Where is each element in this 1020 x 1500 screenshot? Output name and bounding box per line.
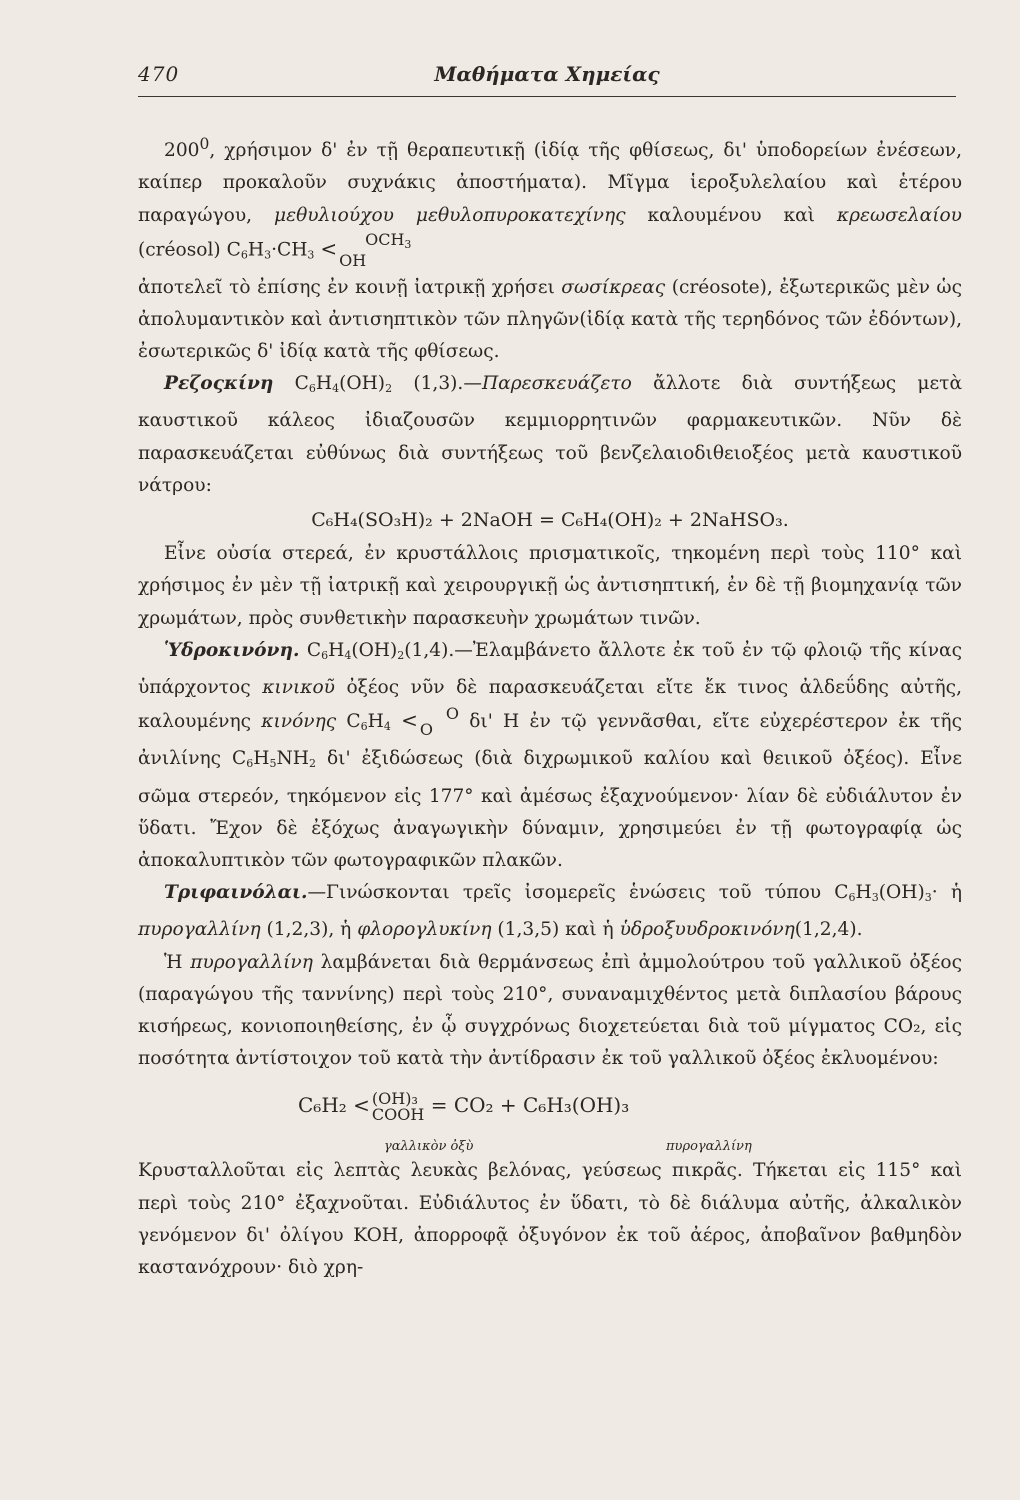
text-run: —Γινώσκονται τρεῖς ἰσομερεῖς ἑνώσεις τοῦ τύπου C	[307, 882, 849, 904]
italic-term: πυρογαλλίνη	[138, 919, 261, 941]
formula-stack	[371, 1088, 425, 1124]
equation-resorcin: C₆H₄(SO₃H)₂ + 2NaOH = C₆H₄(OH)₂ + 2NaHSO₃.	[311, 508, 789, 531]
paragraph-triphenols: Τριφαινόλαι.—Γινώσκονται τρεῖς ἰσομερεῖς ἑνώσεις τοῦ τύπου $C_6H_3(OH)_3\cdot$ ἡ πυρογαλλίνη (1,2,3), ἡ φλορογλυκίνη (1,3,5) καὶ ἡ ὑδροξυυδροκινόνη(1,2,4).	[138, 882, 962, 941]
formula-stack: O O	[419, 704, 459, 740]
equation-rhs: = CO₂ + C₆H₃(OH)₃	[430, 1093, 630, 1118]
text-run: Ἡ	[164, 951, 191, 973]
formula-run: C	[273, 373, 309, 395]
formula-run: C	[336, 711, 361, 733]
section-title: Ρεζοςκίνη	[164, 373, 274, 395]
header-rule	[138, 96, 956, 97]
paragraph-resorcin-props: Εἶνε οὐσία στερεά, ἐν κρυστάλλοις πρισματικοῖς, τηκομένη περὶ τοὺς 110° καὶ χρήσιμος ἐν μὲν τῇ ἰατρικῇ καὶ χειρουργικῇ ὡς ἀντισηπτική, ἐν δὲ τῇ βιομηχανίᾳ τῶν χρωμάτων, πρὸς συνθετικὴν παρασκευὴν χρωμάτων τινῶν.	[138, 543, 962, 629]
italic-term: κινόνης	[261, 711, 337, 733]
equation-line: C₆H₂ < (OH)₃ COOH = CO₂ + C₆H₃(OH)₃	[298, 1088, 630, 1124]
text-run: , χρήσιμον δ' ἐν τῇ θεραπευτικῇ (ἰδίᾳ τῆς φθίσεως, δι' ὑποδορείων ἐνέσεων, καίπερ προκαλοῦν συχνάκις ἀποστήματα). Μῖγμα ἱεροξυλελαίου καὶ ἑτέρου παραγώγου,	[138, 140, 962, 226]
text-run: ὀξέος νῦν δὲ παρασκευάζεται εἴτε ἔκ τινος ἀλδεΰδης αὐτῆς, καλουμένης	[138, 676, 962, 733]
stack-bottom: COOH	[371, 1104, 425, 1124]
italic-term: κινικοῦ	[262, 676, 335, 698]
text-run: καλουμένου καὶ	[625, 204, 837, 226]
caption-gallic-acid: γαλλικὸν ὀξὺ	[384, 1139, 474, 1155]
paragraph-hydroquinone: Ὑδροκινόνη. $C_6H_4(OH)_2(1,4).—Ἐ\lambda\alpha\mu\beta ά\nu\varepsilon\tau o$ ἄλλοτε ἐκ τοῦ ἐν τῷ φλοιῷ τῆς κίνας ὑπάρχοντος κινικοῦ ὀξέος νῦν δὲ παρασκευάζεται εἴτε ἔκ τινος ἀλδεΰδης αὐτῆς, καλουμένης κινόνης $C_6H_4 < O$ O δι' H ἐν τῷ γεννᾶσθαι, εἴτε εὐχερέστερον ἐκ τῆς ἀνιλίνης $C_6H_5NH_2$ δι' ἐξιδώσεως (διὰ διχρωμικοῦ καλίου καὶ θειικοῦ ὀξέος). Εἶνε σῶμα στερεόν, τηκόμενον εἰς 177° καὶ ἀμέσως ἐξαχνούμενον· λίαν δὲ εὐδιάλυτον ἐν ὕδατι. Ἔχον δὲ ἐξόχως ἀναγωγικὴν δύναμιν, χρησιμεύει ἐν τῇ φωτογραφίᾳ ὡς ἀποκαλυπτικὸν τῶν φωτογραφικῶν πλακῶν.	[138, 639, 962, 871]
italic-term: κρεωσελαίου	[836, 204, 962, 226]
page-header	[138, 56, 956, 92]
italic-term: σωσίκρεας	[561, 276, 666, 298]
equation-lhs: C₆H₂	[298, 1093, 347, 1118]
equation-pyrogallol	[138, 1081, 962, 1155]
paragraph-creosote	[138, 272, 962, 369]
page-number: 470	[138, 62, 180, 86]
italic-term: Παρεσκευάζετο	[481, 373, 632, 395]
formula-stack: $OCH_3$ OH	[339, 229, 412, 270]
text-run: δι' ἐξιδώσεως (διὰ διχρωμικοῦ καλίου καὶ θειικοῦ ὀξέος). Εἶνε σῶμα στερεόν, τηκόμενον εἰς 177° καὶ ἀμέσως ἐξαχνούμενον· λίαν δὲ εὐδιάλυτον ἐν ὕδατι. Ἔχον δὲ ἐξόχως ἀναγωγικὴν δύναμιν, χρησιμεύει ἐν τῇ φωτογραφίᾳ ὡς ἀποκαλυπτικὸν τῶν φωτογραφικῶν πλακῶν.	[138, 748, 962, 871]
section-title: Τριφαινόλαι.	[164, 882, 308, 904]
text-run: (créosote), ἐξωτερικῶς μὲν ὡς ἀπολυμαντικὸν καὶ ἀντισηπτικὸν τῶν πληγῶν(ἰδίᾳ κατὰ τῆς τερηδόνος τῶν ἐδόντων), ἐσωτερικῶς δ' ἰδίᾳ κατὰ τῆς φθίσεως.	[138, 276, 962, 362]
page-body	[138, 128, 962, 1284]
paragraph-creosol: $200^0$, χρήσιμον δ' ἐν τῇ θεραπευτικῇ (ἰδίᾳ τῆς φθίσεως, δι' ὑποδορείων ἐνέσεων, καίπερ προκαλοῦν συχνάκις ἀποστήματα). Μῖγμα ἱεροξυλελαίου καὶ ἑτέρου παραγώγου, μεθυλιούχου μεθυλοπυροκατεχίνης καλουμένου καὶ κρεωσελαίου (créosol) $C_6H_3\cdot CH_3 < OCH_3$ OH	[138, 135, 962, 270]
section-title: Ὑδροκινόνη.	[164, 639, 300, 661]
italic-term: μεθυλιούχου μεθυλοπυροκατεχίνης	[274, 204, 626, 226]
italic-term: ὑδροξυυδροκινόνη	[619, 919, 795, 941]
paragraph-resorcin: Ρεζοςκίνη $C_6H_4(OH)_2$ (1,3).—Παρεσκευάζετο ἄλλοτε διὰ συντήξεως μετὰ καυστικοῦ κάλεος ἰδιαζουσῶν κεμμιορρητινῶν φαρμακευτικῶν. Νῦν δὲ παρασκευάζεται εὐθύνως διὰ συντήξεως τοῦ βενζελαιοδιθειοξέος μετὰ καυστικοῦ νάτρου:	[138, 373, 962, 496]
paragraph-pyrogallol-props: Κρυσταλλοῦται εἰς λεπτὰς λευκὰς βελόνας, γεύσεως πικρᾶς. Τήκεται εἰς 115° καὶ περὶ τοὺς 210° ἐξαχνοῦται. Εὐδιάλυτος ἐν ὕδατι, τὸ δὲ διάλυμα αὐτῆς, ἀλκαλικὸν γενόμενον δι' ὀλίγου KOH, ἀπορροφᾷ ὀξυγόνον ἐκ τοῦ ἀέρος, ἀποβαῖνον βαθμηδὸν καστανόχρουν· διὸ χρη-	[138, 1160, 962, 1278]
text-run: (1,4).—Ἐλαμβάνετο ἄλλοτε ἐκ τοῦ ἐν τῷ φλοιῷ τῆς κίνας ὑπάρχοντος	[138, 639, 962, 698]
text-run: · ἡ	[931, 882, 962, 904]
text-run: (1,3,5) καὶ ἡ	[491, 919, 620, 941]
text-run: δι' H ἐν τῷ γεννᾶσθαι, εἴτε εὐχερέστερον ἐκ τῆς ἀνιλίνης C	[138, 711, 962, 770]
temp-value: 200	[164, 140, 200, 162]
text-run: ἀποτελεῖ τὸ ἐπίσης ἐν κοινῇ ἰατρικῇ χρήσει	[138, 276, 562, 298]
caption-pyrogallol: πυρογαλλίνη	[666, 1139, 752, 1155]
text-run: (1,2,3), ἡ	[260, 919, 358, 941]
stack-top: (OH)₃	[371, 1088, 418, 1108]
paragraph-pyrogallol	[138, 947, 962, 1076]
formula-run: C	[299, 639, 322, 661]
running-title: Μαθήματα Χημείας	[434, 62, 660, 86]
italic-term: φλορογλυκίνη	[357, 919, 492, 941]
text-run: ἄλλοτε διὰ συντήξεως μετὰ καυστικοῦ κάλεος ἰδιαζουσῶν κεμμιορρητινῶν φαρμακευτικῶν. Νῦν δὲ παρασκευάζεται εὐθύνως διὰ συντήξεως τοῦ βενζελαιοδιθειοξέος μετὰ καυστικοῦ νάτρου:	[138, 373, 962, 496]
text-run: (1,2,4).	[794, 919, 863, 941]
formula-run: (créosol) C	[138, 239, 241, 261]
text-run: λαμβάνεται διὰ θερμάνσεως ἐπὶ ἀμμολούτρου τοῦ γαλλικοῦ ὀξέος (παραγώγου τῆς ταννίνης) περὶ τοὺς 210°, συναναμιχθέντος μετὰ διπλασίου βάρους κισήρεως, κονιοποιηθείσης, ἐν ᾧ συγχρόνως διοχετεύεται διὰ τοῦ μίγματος CO₂, εἰς ποσότητα ἀντίστοιχον τοῦ κατὰ τὴν ἀντίδρασιν ἐκ τοῦ γαλλικοῦ ὀξέος ἐκλυομένου:	[138, 951, 963, 1070]
text-run: (1,3).—	[413, 373, 482, 395]
italic-term: πυρογαλλίνη	[190, 951, 313, 973]
